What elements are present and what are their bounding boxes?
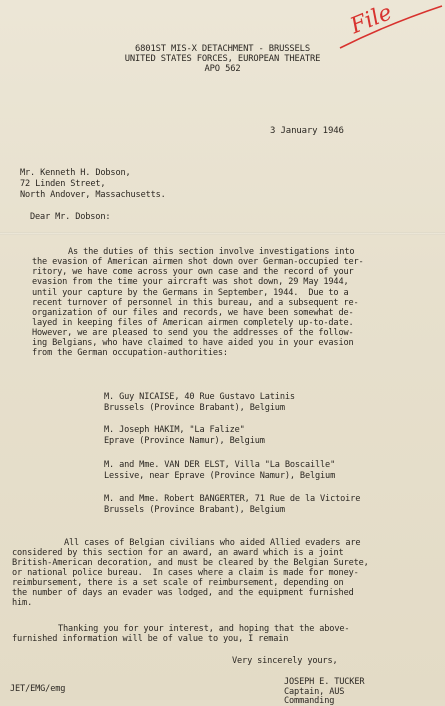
helper-address-line: Eprave (Province Namur), Belgium [104,436,265,446]
helper-address-line: Brussels (Province Brabant), Belgium [104,403,285,413]
letter-date: 3 January 1946 [270,126,344,136]
paragraph-1-line: the evasion of American airmen shot down over German-occupied ter- [32,257,364,267]
helper-address-line: M. and Mme. Robert BANGERTER, 71 Rue de la Victoire [104,494,361,504]
letterhead-line-2: UNITED STATES FORCES, EUROPEAN THEATRE [124,54,321,64]
signature-title: Commanding [284,696,335,706]
paragraph-1-line: ing Belgians, who have claimed to have aided you in your evasion [32,338,354,348]
recipient-street: 72 Linden Street, [20,179,106,189]
helper-address-line: M. and Mme. VAN DER ELST, Villa "La Boscaille" [104,460,336,470]
salutation: Dear Mr. Dobson: [30,212,111,222]
paragraph-1-line: layed in keeping files of American airmen completely up-to-date. [32,318,354,328]
reference-initials: JET/EMG/emg [10,684,66,694]
closing: Very sincerely yours, [232,656,338,666]
paragraph-1-line: As the duties of this section involve investigations into [68,247,355,257]
recipient-name: Mr. Kenneth H. Dobson, [20,168,131,178]
paragraph-2-line: All cases of Belgian civilians who aided Allied evaders are [64,538,361,548]
paragraph-2-line: or national police bureau. In cases where a claim is made for money- [12,568,359,578]
paragraph-1-line: until your capture by the Germans in September, 1944. Due to a [32,288,349,298]
letterhead-line-1: 6801ST MIS-X DETACHMENT - BRUSSELS [135,44,310,54]
helper-address-line: M. Guy NICAISE, 40 Rue Gustavo Latinis [104,392,295,402]
paragraph-1-line: evasion from the time your aircraft was shot down, 29 May 1944, [32,277,349,287]
helper-address-line: Lessive, near Eprave (Province Namur), Belgium [104,471,336,481]
paragraph-2-line: him. [12,598,33,608]
signature-name: JOSEPH E. TUCKER [284,677,365,687]
paragraph-2-line: British-American decoration, and must be cleared by the Belgian Surete, [12,558,369,568]
paragraph-1-line: However, we are pleased to send you the addresses of the follow- [32,328,354,338]
paragraph-2-line: the number of days an evader was lodged, and the equipment furnished [12,588,354,598]
paragraph-2-line: considered by this section for an award, an award which is a joint [12,548,344,558]
paragraph-1-line: ritory, we have come across your own case and the record of your [32,267,354,277]
paragraph-3-line: Thanking you for your interest, and hoping that the above- [58,624,350,634]
signature-rank: Captain, AUS [284,687,345,697]
paragraph-2-line: reimbursement, there is a set scale of reimbursement, depending on [12,578,344,588]
paragraph-1-line: from the German occupation-authorities: [32,348,228,358]
recipient-city: North Andover, Massachusetts. [20,190,166,200]
paragraph-1-line: recent turnover of personnel in this bureau, and a subsequent re- [32,298,359,308]
paper-fold [0,232,445,235]
helper-address-line: Brussels (Province Brabant), Belgium [104,505,285,515]
file-annotation: File [347,0,396,40]
paragraph-1-line: organization of our files and records, we have been somewhat de- [32,308,354,318]
helper-address-line: M. Joseph HAKIM, "La Falize" [104,425,245,435]
paragraph-3-line: furnished information will be of value to you, I remain [12,634,289,644]
letterhead-line-3: APO 562 [204,64,241,74]
